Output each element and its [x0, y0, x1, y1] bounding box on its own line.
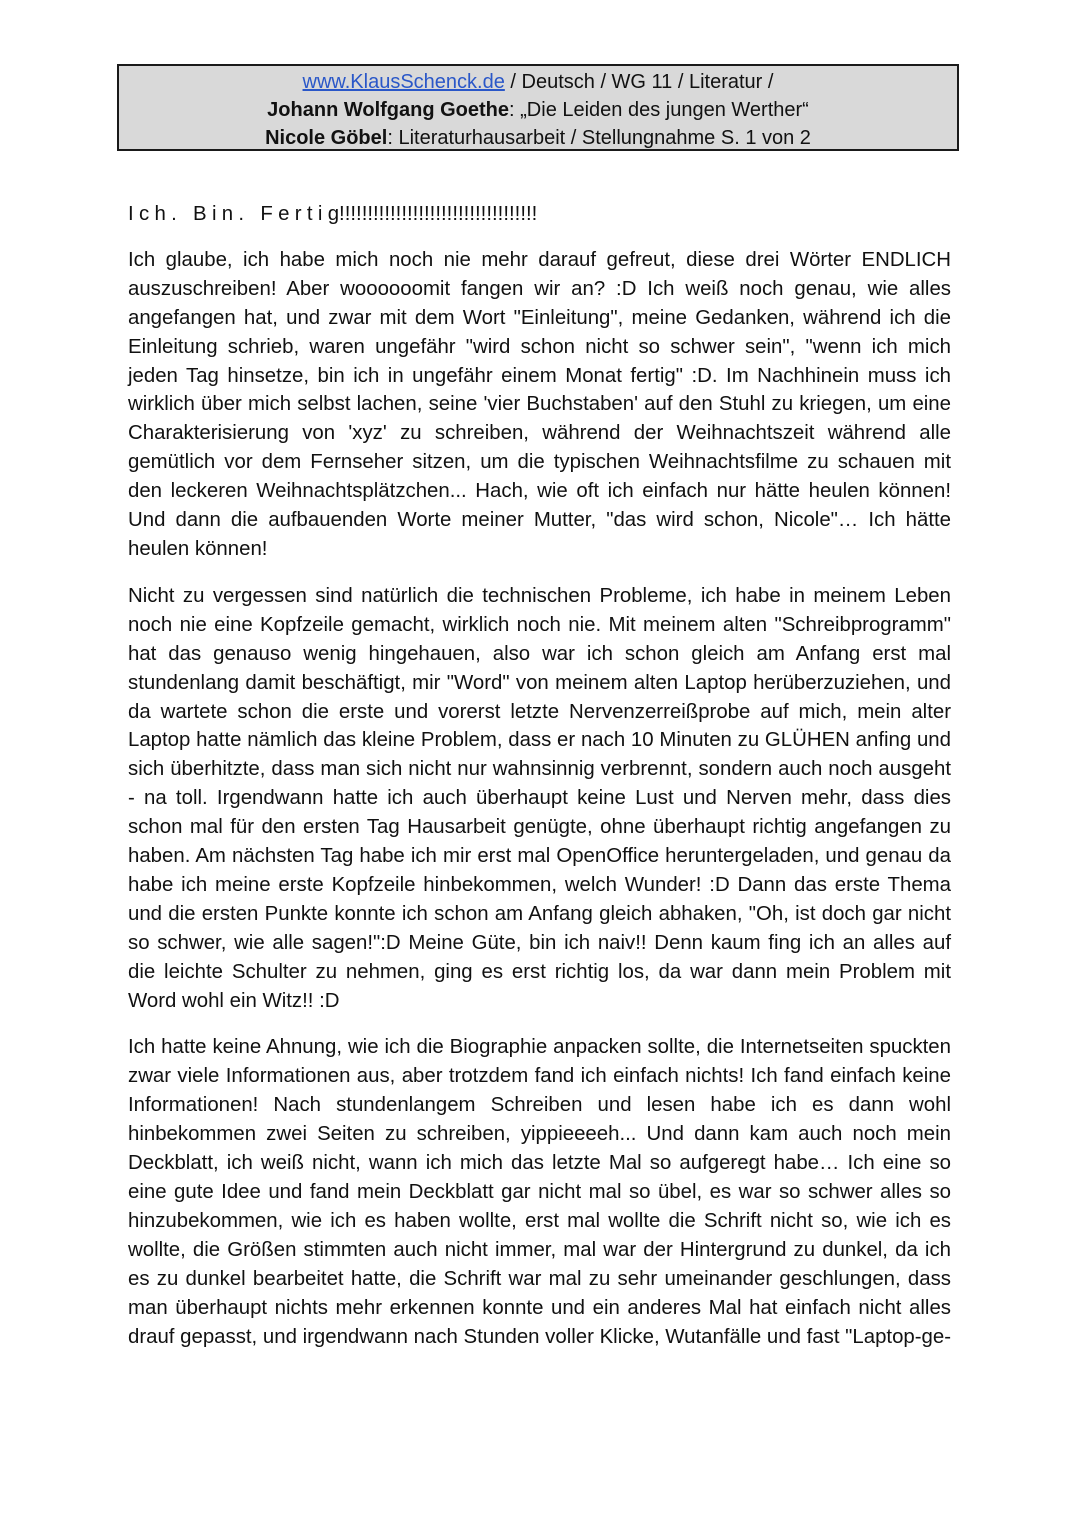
header-line-1: [119, 68, 957, 96]
document-header: [117, 64, 959, 151]
header-line-2: [119, 96, 957, 124]
author-name: Johann Wolfgang Goethe: [267, 99, 510, 121]
headline: [128, 200, 951, 229]
headline-rest: g!!!!!!!!!!!!!!!!!!!!!!!!!!!!!!!!!!!: [327, 203, 538, 225]
document-body: [128, 200, 951, 1369]
assignment-info: : Literaturhausarbeit / Stellungnahme S. 1 von 2: [387, 127, 811, 149]
paragraph-3: Ich hatte keine Ahnung, wie ich die Biographie anpacken sollte, die Internetseiten spuckten zwar viele Informationen aus, aber trotzdem fand ich einfach nichts! Ich fand einfach keine Informationen! Nach stundenlangem Schreiben und lesen habe ich es dann wohl hinbekommen zwei Seiten zu schreiben, yippieeeeh... Und dann kam auch noch mein Deckblatt, ich weiß nicht, wann ich mich das letzte Mal so aufgeregt habe… Ich eine so eine gute Idee und fand mein Deckblatt gar nicht mal so übel, es war so schwer alles so hinzubekommen, wie ich es haben wollte, erst mal wollte die Schrift nicht so, wie ich es wollte, die Größen stimmten auch nicht immer, mal war der Hintergrund zu dunkel, da ich es zu dunkel bearbeitet hatte, die Schrift war mal zu sehr umeinander geschlungen, dass man überhaupt nichts mehr erkennen konnte und ein anderes Mal hat einfach nicht alles drauf gepasst, und irgendwann nach Stunden voller Klicke, Wutanfälle und fast "Laptop-ge-: [128, 1036, 952, 1348]
student-name: Nicole Göbel: [265, 127, 388, 149]
work-title: : „Die Leiden des jungen Werther“: [509, 99, 809, 121]
breadcrumb: / Deutsch / WG 11 / Literatur /: [504, 71, 774, 93]
site-link[interactable]: www.KlausSchenck.de: [302, 71, 505, 93]
paragraph-2: Nicht zu vergessen sind natürlich die technischen Probleme, ich habe in meinem Leben noch nie eine Kopfzeile gemacht, wirklich noch nie. Mit meinem alten "Schreibprogramm" hat das genauso wenig hingehauen, also war ich schon gleich am Anfang erst mal stundenlang damit beschäftigt, mir "Word" von meinem alten Laptop herüberzuziehen, und da wartete schon die erste und vorerst letzte Nervenzerreißprobe auf mich, mein alter Laptop hatte nämlich das kleine Problem, dass er nach 10 Minuten zu GLÜHEN anfing und sich überhitzte, dass man sich nicht nur wahnsinnig verbrennt, sondern auch noch ausgeht - na toll. Irgendwann hatte ich auch überhaupt keine Lust und Nerven mehr, dass dies schon mal für den ersten Tag Hausarbeit genügte, ohne überhaupt richtig angefangen zu haben. Am nächsten Tag habe ich mir erst mal OpenOffice heruntergeladen, und genau da habe ich meine erste Kopfzeile hinbekommen, welch Wunder! :D Dann das erste Thema und die ersten Punkte konnte ich schon am Anfang gleich abhaken, "Oh, ist doch gar nicht so schwer, wie alle sagen!":D Meine Güte, bin ich naiv!! Denn kaum fing ich an alles auf die leichte Schulter zu nehmen, ging es erst richtig los, da war dann mein Problem mit Word wohl ein Witz!! :D: [128, 584, 951, 1012]
paragraph-1: Ich glaube, ich habe mich noch nie mehr darauf gefreut, diese drei Wörter ENDLICH auszuschreiben! Aber woooooomit fangen wir an? :D Ich weiß noch genau, wie alles angefangen hat, und zwar mit dem Wort "Einleitung", meine Gedanken, während ich die Einleitung schrieb, waren ungefähr "wird schon nicht so schwer sein", "wenn ich mich jeden Tag hinsetze, bin ich in ungefähr einem Monat fertig" :D. Im Nachhinein muss ich wirklich über mich selbst lachen, seine 'vier Buchstaben' auf den Stuhl zu kriegen, um eine Charakterisierung von 'xyz' zu schreiben, während der Weihnachtszeit während alle gemütlich vor dem Fernseher sitzen, um die typischen Weihnachtsfilme zu schauen mit den leckeren Weihnachtsplätzchen... Hach, wie oft ich einfach nur hätte heulen können! Und dann die aufbauenden Worte meiner Mutter, "das wird schon, Nicole"… Ich hätte heulen können!: [128, 248, 951, 560]
headline-spaced: Ich. Bin. Ferti: [128, 203, 328, 225]
header-line-3: [119, 124, 957, 152]
